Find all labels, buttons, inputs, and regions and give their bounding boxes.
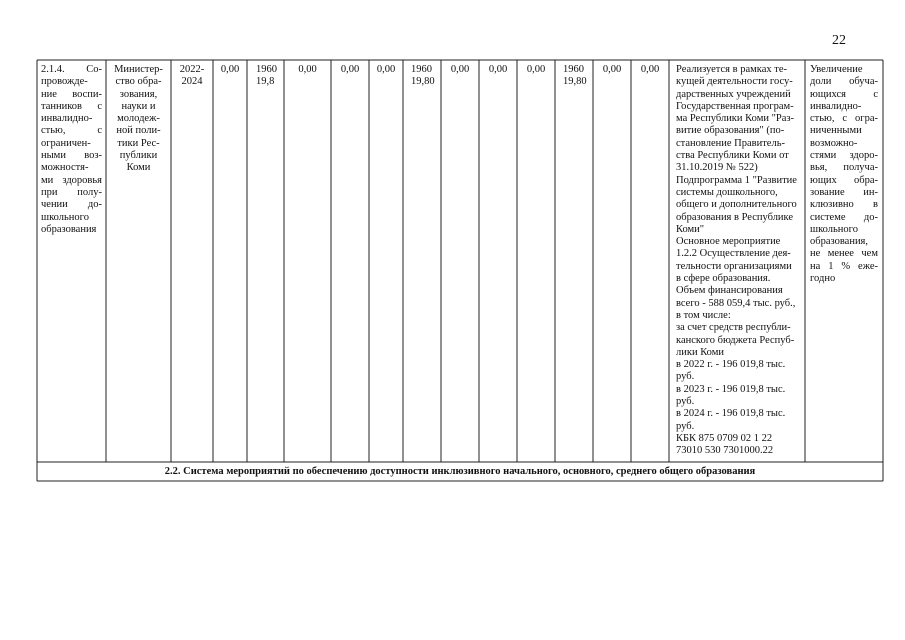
cell-description: Реализуется в рамках те- кущей деятельности госу- дарственных учреждений Государственная програм- ма Республики Коми "Раз- витие образования" (по- становление Правитель- ства Республики Коми от 31.10.2019 № 522) Подпрограмма 1 "Развитие системы дошкольного, общего и дополнительного образования в Республике Коми" Основное мероприятие 1.2.2 Осуществление дея- тельности организациями в сфере образования. Объем финансирования всего - 588 059,4 тыс. руб., в том числе: за счет средств республи- канского бюджета Респуб- лики Коми в 2022 г. - 196 019,8 тыс. руб. в 2023 г. - 196 019,8 тыс. руб. в 2024 г. - 196 019,8 тыс. руб. КБК 875 0709 02 1 22 73010 530 7301000.22 (676, 64, 797, 457)
cell-value-6: 0,00 (298, 64, 317, 75)
cell-value-9: 1960 19,80 (411, 64, 435, 88)
cell-expected-result: Увеличение доли обуча- ющихся с инвалидно- стью, с огра- ниченными возможно- стями здоро- вья, получа- ющих обра- зование ин- клюзивно в системе до- школьного образования, не менее чем на 1 % еже- годно (810, 64, 878, 285)
cell-value-14: 0,00 (602, 64, 622, 75)
cell-value-12: 0,00 (526, 64, 546, 75)
cell-value-13: 1960 19,80 (563, 64, 587, 88)
cell-period: 2022- 2024 (179, 64, 205, 88)
cell-value-11: 0,00 (488, 64, 508, 75)
cell-value-10: 0,00 (450, 64, 470, 75)
cell-activity-name: 2.1.4. Со- провожде- ние воспи- танников с инвалидно- стью, с ограничен- ными воз- можностя- ми здоровья при полу- чении до- школьного образования (41, 64, 102, 235)
cell-value-7: 0,00 (340, 64, 360, 75)
cell-value-8: 0,00 (376, 64, 396, 75)
cell-responsible: Министер- ство обра- зования, науки и молодеж- ной поли- тики Рес- публики Коми (114, 64, 163, 174)
cell-value-5: 1960 19,8 (256, 64, 277, 88)
cell-value-15: 0,00 (640, 64, 660, 75)
section-title: 2.2. Система мероприятий по обеспечению доступности инклюзивного начального, основного, среднего общего образования (164, 466, 756, 477)
page-number: 22 (832, 33, 846, 48)
cell-value-4: 0,00 (220, 64, 240, 75)
